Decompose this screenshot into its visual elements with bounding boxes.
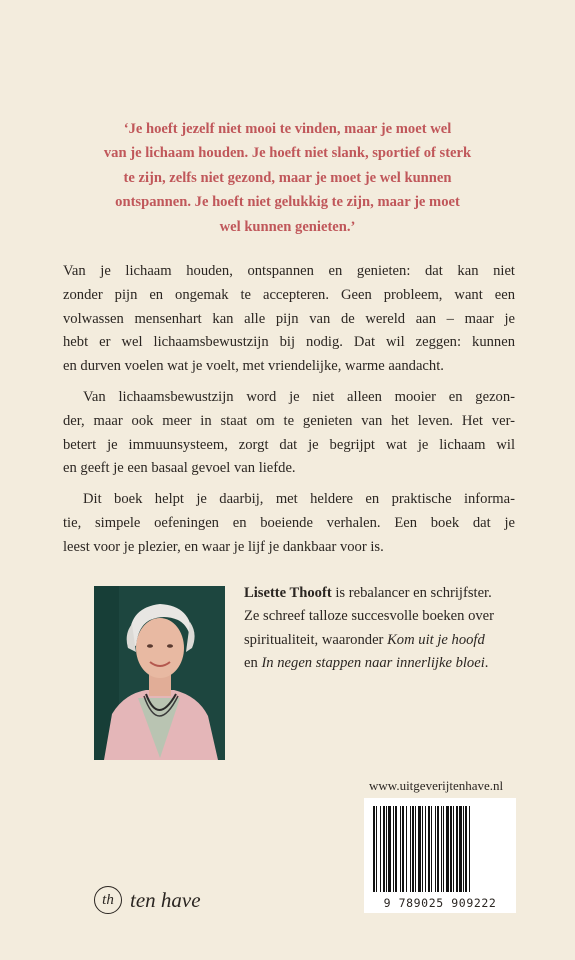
author-bio-line [244,582,516,605]
author-bio-text: . [484,655,489,672]
blurb-paragraph [63,386,515,481]
blurb-line: en durven voelen wat je voelt, met vriendelijke, warme aandacht. [63,358,444,375]
blurb-line: en geeft je een basaal gevoel van liefde. [63,460,296,477]
blurb-line: der, maar ook meer in staat om te genieten van het leven. Het ver- [63,412,515,429]
blurb-paragraph [63,260,515,379]
blurb-line: hebt er wel lichaamsbewustzijn bij nodig. Dat wil zeggen: kunnen [63,334,515,351]
blurb-line: Van je lichaam houden, ontspannen en genieten: dat kan niet [63,263,515,279]
author-bio-text: spiritualiteit, waaronder [244,631,388,648]
blurb-paragraph [63,488,515,559]
blurb-line: volwassen mensenhart kan alle pijn van de wereld aan – maar je [63,310,515,327]
author-bio-line: Ze schreef talloze succesvolle boeken over [244,608,494,625]
blurb-line: betert je immuunsysteem, zorgt dat je begrijpt wat je lichaam wil [63,436,515,453]
pull-quote [80,117,495,239]
author-bio-text: en [244,655,262,672]
publisher-logo [94,884,201,916]
blurb-line: tie, simpele oefeningen en boeiende verhalen. Een boek dat je [63,514,515,531]
publisher-website: www.uitgeverijtenhave.nl [369,778,504,793]
quote-line: ‘Je hoeft jezelf niet mooi te vinden, maar je moet wel [123,121,452,137]
isbn-number: 9 789025 909222 [383,896,497,910]
isbn-barcode [364,798,516,913]
quote-line: te zijn, zelfs niet gezond, maar je moet je wel kunnen [123,169,452,186]
author-portrait-illustration [94,586,225,760]
quote-line: wel kunnen genieten.’ [219,218,356,235]
book-title: Kom uit je hoofd [387,631,485,648]
blurb-line: leest voor je plezier, en waar je lijf je dankbaar voor is. [63,538,384,555]
blurb [63,260,515,567]
book-title: In negen stappen naar innerlijke bloei [261,655,485,672]
quote-line: van je lichaam houden. Je hoeft niet slank, sportief of sterk [103,145,472,162]
author-bio-line [244,652,516,675]
author-bio-line [244,629,516,652]
author-bio-text: is rebalancer en schrijfster. [331,585,492,601]
author-photo [94,586,225,760]
quote-line: ontspannen. Je hoeft niet gelukkig te zijn, maar je moet [115,194,460,211]
publisher-mark: th [94,886,122,914]
blurb-line: Dit boek helpt je daarbij, met heldere en praktische informa- [83,491,515,508]
publisher-name: ten have [130,887,201,912]
barcode-bars [371,806,509,894]
author-name: Lisette Thooft [244,585,332,601]
blurb-line: zonder pijn en ongemak te accepteren. Geen probleem, want een [63,286,515,303]
author-bio [244,582,516,676]
blurb-line: Van lichaamsbewustzijn word je niet alleen mooier en gezon- [83,388,515,405]
